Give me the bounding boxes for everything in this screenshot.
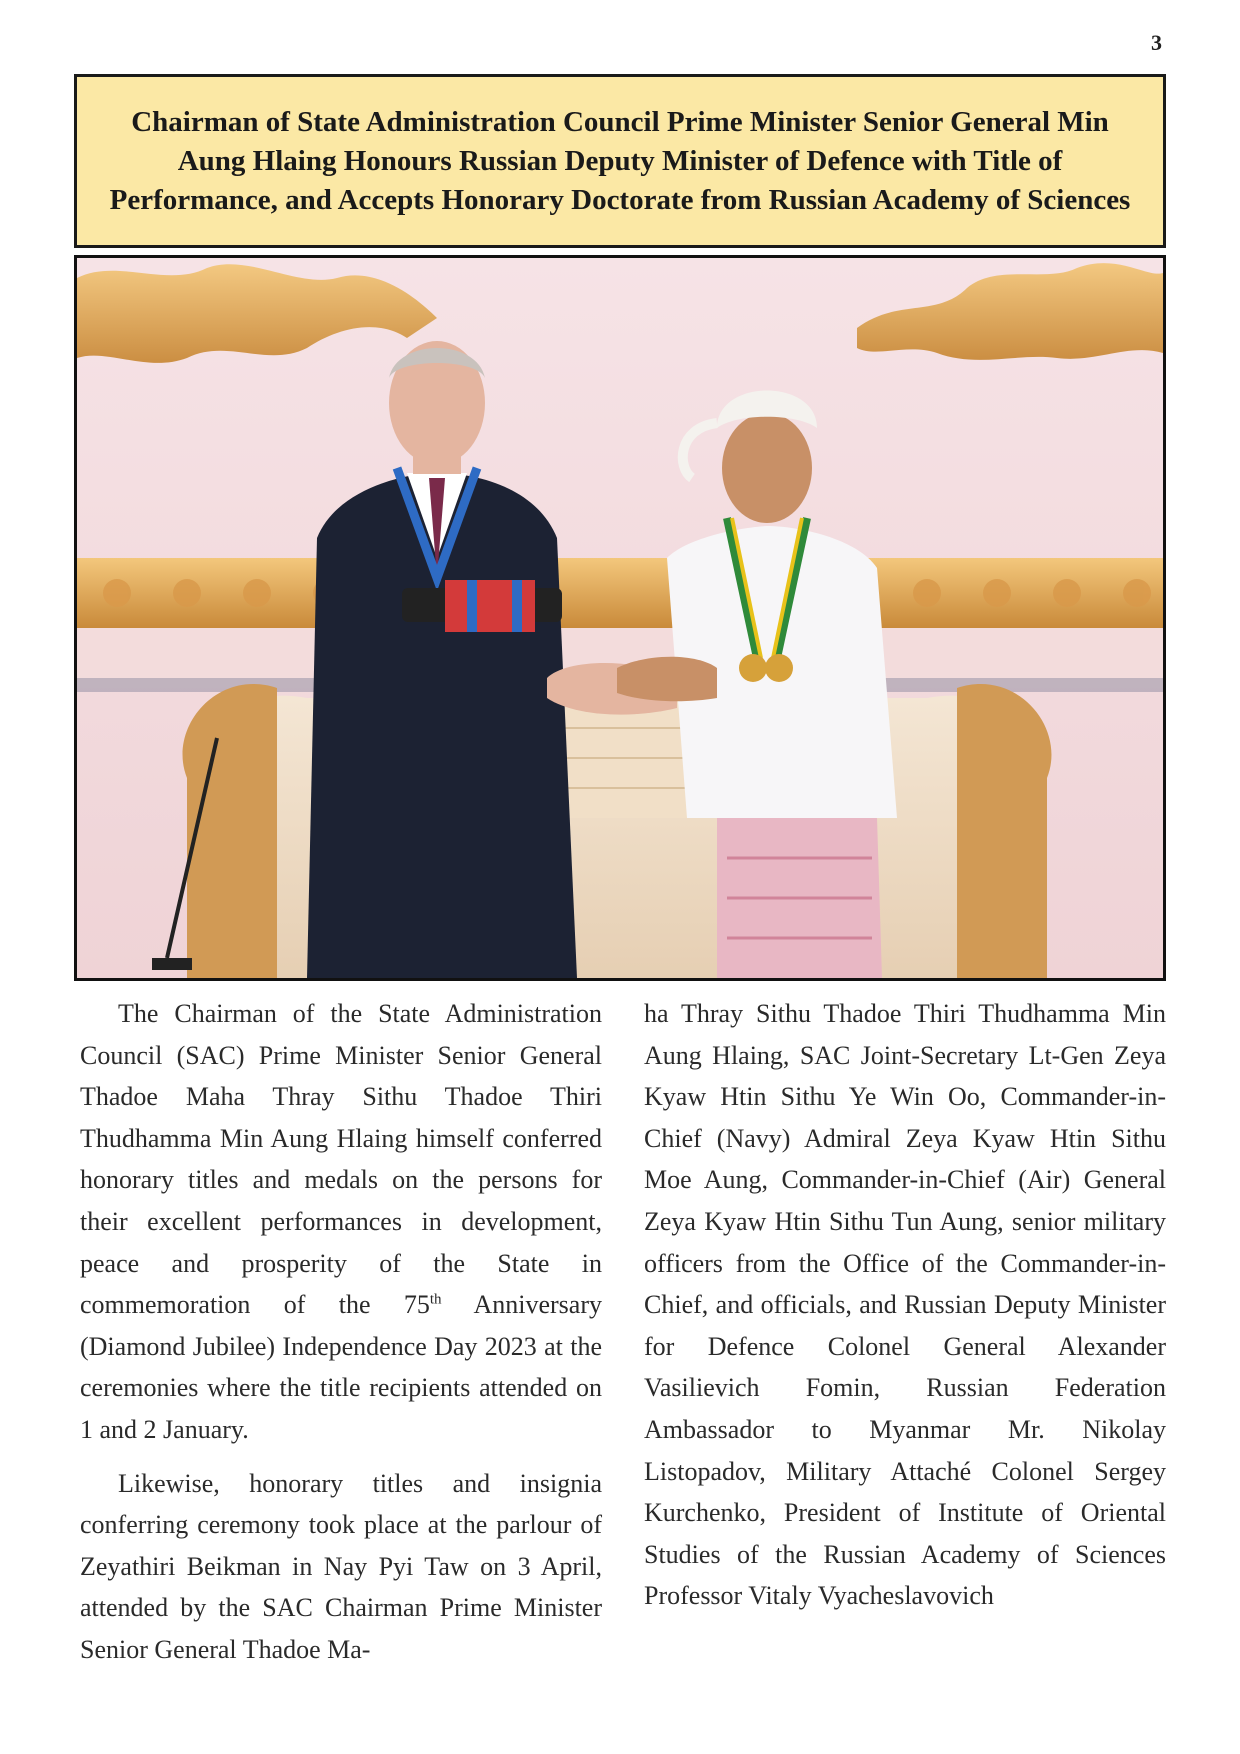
ceremony-photo <box>74 255 1166 981</box>
article-column-left <box>80 993 602 1671</box>
article-paragraph-1-text: The Chairman of the State Administration Council (SAC) Prime Minister Senior General Thadoe Maha Thray Sithu Thadoe Thiri Thudhamma Min Aung Hlaing himself conferred honorary titles and medals on the persons for their excellent performances in development, peace and prosperity of the State in commemoration of the 75 <box>80 999 602 1320</box>
article-paragraph-1-text-continued: Anniversary (Diamond Jubilee) Independence Day 2023 at the ceremonies where the title recipients attended on 1 and 2 January. <box>80 1290 602 1444</box>
article-column-right <box>644 993 1166 1617</box>
article-paragraph-3: ha Thray Sithu Thadoe Thiri Thudhamma Min Aung Hlaing, SAC Joint-Secretary Lt-Gen Zeya Kyaw Htin Sithu Ye Win Oo, Commander-in-Chief (Navy) Admiral Zeya Kyaw Htin Sithu Moe Aung, Commander-in-Chief (Air) General Zeya Kyaw Htin Sithu Tun Aung, senior military officers from the Office of the Commander-in-Chief, and officials, and Russian Deputy Minister for Defence Colonel General Alexander Vasilievich Fomin, Russian Federation Ambassador to Myanmar Mr. Nikolay Listopadov, Military Attaché Colonel Sergey Kurchenko, President of Institute of Oriental Studies of the Russian Academy of Sciences Professor Vitaly Vyacheslavovich <box>644 999 1166 1611</box>
headline-box <box>74 74 1166 248</box>
ordinal-suffix: th <box>429 1291 442 1308</box>
ceremony-photo-illustration <box>77 258 1163 978</box>
page-number: 3 <box>1151 30 1162 55</box>
article-paragraph-2: Likewise, honorary titles and insignia conferring ceremony took place at the parlour of Zeyathiri Beikman in Nay Pyi Taw on 3 April, attended by the SAC Chairman Prime Minister Senior General Thadoe Ma- <box>80 1468 602 1664</box>
headline: Chairman of State Administration Council Prime Minister Senior General Min Aung Hlaing Honours Russian Deputy Minister of Defence with Title of Performance, and Accepts Honorary Doctorate from Russian Academy of Sciences <box>109 105 1131 216</box>
article-paragraph-1 <box>80 993 602 1451</box>
